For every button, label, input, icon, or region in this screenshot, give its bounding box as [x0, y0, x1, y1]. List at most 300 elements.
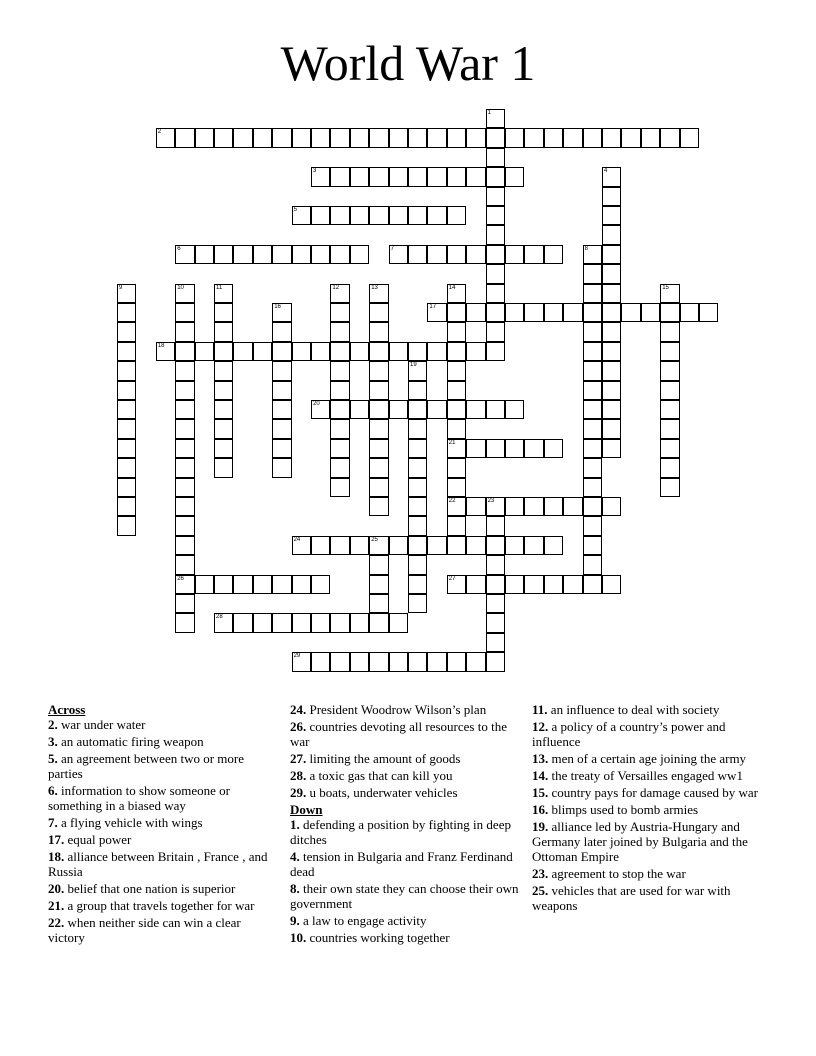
grid-cell[interactable] [311, 167, 330, 186]
grid-cell[interactable] [175, 342, 194, 361]
grid-cell[interactable] [369, 497, 388, 516]
grid-cell[interactable] [466, 303, 485, 322]
grid-cell[interactable] [117, 516, 136, 535]
grid-cell[interactable] [292, 206, 311, 225]
grid-cell[interactable] [505, 400, 524, 419]
grid-cell[interactable] [272, 458, 291, 477]
grid-cell[interactable] [466, 128, 485, 147]
grid-cell[interactable] [583, 536, 602, 555]
grid-cell[interactable] [311, 613, 330, 632]
grid-cell[interactable] [427, 245, 446, 264]
grid-cell[interactable] [583, 555, 602, 574]
grid-cell[interactable] [253, 128, 272, 147]
grid-cell[interactable] [660, 322, 679, 341]
grid-cell[interactable] [292, 652, 311, 671]
grid-cell[interactable] [272, 400, 291, 419]
grid-cell[interactable] [389, 536, 408, 555]
grid-cell[interactable] [330, 303, 349, 322]
grid-cell[interactable] [660, 419, 679, 438]
grid-cell[interactable] [311, 206, 330, 225]
grid-cell[interactable] [195, 342, 214, 361]
grid-cell[interactable] [117, 284, 136, 303]
grid-cell[interactable] [330, 439, 349, 458]
grid-cell[interactable] [214, 245, 233, 264]
grid-cell[interactable] [175, 361, 194, 380]
grid-cell[interactable] [330, 419, 349, 438]
grid-cell[interactable] [524, 439, 543, 458]
grid-cell[interactable] [680, 128, 699, 147]
grid-cell[interactable] [369, 128, 388, 147]
grid-cell[interactable] [389, 652, 408, 671]
grid-cell[interactable] [583, 400, 602, 419]
grid-cell[interactable] [330, 322, 349, 341]
grid-cell[interactable] [563, 497, 582, 516]
grid-cell[interactable] [486, 633, 505, 652]
grid-cell[interactable] [583, 264, 602, 283]
grid-cell[interactable] [447, 284, 466, 303]
grid-cell[interactable] [272, 613, 291, 632]
grid-cell[interactable] [253, 613, 272, 632]
grid-cell[interactable] [408, 594, 427, 613]
grid-cell[interactable] [117, 439, 136, 458]
grid-cell[interactable] [117, 322, 136, 341]
grid-cell[interactable] [175, 245, 194, 264]
grid-cell[interactable] [466, 400, 485, 419]
grid-cell[interactable] [486, 555, 505, 574]
grid-cell[interactable] [408, 167, 427, 186]
grid-cell[interactable] [369, 400, 388, 419]
grid-cell[interactable] [583, 516, 602, 535]
grid-cell[interactable] [583, 303, 602, 322]
grid-cell[interactable] [330, 478, 349, 497]
grid-cell[interactable] [602, 264, 621, 283]
grid-cell[interactable] [427, 303, 446, 322]
grid-cell[interactable] [369, 167, 388, 186]
grid-cell[interactable] [602, 361, 621, 380]
grid-cell[interactable] [350, 342, 369, 361]
grid-cell[interactable] [175, 497, 194, 516]
grid-cell[interactable] [311, 575, 330, 594]
grid-cell[interactable] [330, 536, 349, 555]
grid-cell[interactable] [602, 225, 621, 244]
grid-cell[interactable] [486, 225, 505, 244]
grid-cell[interactable] [330, 245, 349, 264]
grid-cell[interactable] [195, 128, 214, 147]
grid-cell[interactable] [253, 575, 272, 594]
grid-cell[interactable] [408, 361, 427, 380]
grid-cell[interactable] [369, 458, 388, 477]
grid-cell[interactable] [292, 128, 311, 147]
grid-cell[interactable] [544, 303, 563, 322]
grid-cell[interactable] [583, 342, 602, 361]
grid-cell[interactable] [505, 245, 524, 264]
grid-cell[interactable] [311, 342, 330, 361]
grid-cell[interactable] [466, 652, 485, 671]
grid-cell[interactable] [214, 303, 233, 322]
grid-cell[interactable] [330, 400, 349, 419]
grid-cell[interactable] [447, 497, 466, 516]
grid-cell[interactable] [369, 439, 388, 458]
grid-cell[interactable] [369, 381, 388, 400]
grid-cell[interactable] [408, 478, 427, 497]
grid-cell[interactable] [602, 303, 621, 322]
grid-cell[interactable] [447, 245, 466, 264]
grid-cell[interactable] [466, 342, 485, 361]
grid-cell[interactable] [389, 245, 408, 264]
grid-cell[interactable] [466, 167, 485, 186]
grid-cell[interactable] [544, 439, 563, 458]
grid-cell[interactable] [195, 245, 214, 264]
grid-cell[interactable] [447, 381, 466, 400]
grid-cell[interactable] [544, 497, 563, 516]
grid-cell[interactable] [602, 128, 621, 147]
grid-cell[interactable] [660, 381, 679, 400]
grid-cell[interactable] [408, 439, 427, 458]
grid-cell[interactable] [602, 400, 621, 419]
grid-cell[interactable] [214, 575, 233, 594]
grid-cell[interactable] [602, 322, 621, 341]
grid-cell[interactable] [602, 381, 621, 400]
grid-cell[interactable] [175, 613, 194, 632]
grid-cell[interactable] [408, 497, 427, 516]
grid-cell[interactable] [563, 128, 582, 147]
grid-cell[interactable] [272, 245, 291, 264]
grid-cell[interactable] [486, 516, 505, 535]
grid-cell[interactable] [505, 536, 524, 555]
grid-cell[interactable] [641, 128, 660, 147]
grid-cell[interactable] [486, 439, 505, 458]
grid-cell[interactable] [272, 575, 291, 594]
grid-cell[interactable] [486, 109, 505, 128]
grid-cell[interactable] [272, 322, 291, 341]
grid-cell[interactable] [214, 342, 233, 361]
grid-cell[interactable] [486, 264, 505, 283]
grid-cell[interactable] [117, 381, 136, 400]
grid-cell[interactable] [350, 128, 369, 147]
grid-cell[interactable] [486, 128, 505, 147]
grid-cell[interactable] [214, 381, 233, 400]
grid-cell[interactable] [292, 536, 311, 555]
grid-cell[interactable] [447, 128, 466, 147]
grid-cell[interactable] [544, 575, 563, 594]
grid-cell[interactable] [583, 361, 602, 380]
grid-cell[interactable] [117, 303, 136, 322]
grid-cell[interactable] [447, 439, 466, 458]
grid-cell[interactable] [272, 361, 291, 380]
grid-cell[interactable] [524, 575, 543, 594]
grid-cell[interactable] [272, 419, 291, 438]
grid-cell[interactable] [175, 594, 194, 613]
grid-cell[interactable] [544, 245, 563, 264]
grid-cell[interactable] [117, 478, 136, 497]
grid-cell[interactable] [583, 245, 602, 264]
grid-cell[interactable] [350, 167, 369, 186]
grid-cell[interactable] [486, 497, 505, 516]
grid-cell[interactable] [311, 245, 330, 264]
grid-cell[interactable] [350, 400, 369, 419]
grid-cell[interactable] [330, 652, 349, 671]
grid-cell[interactable] [447, 419, 466, 438]
grid-cell[interactable] [330, 284, 349, 303]
grid-cell[interactable] [602, 419, 621, 438]
grid-cell[interactable] [330, 613, 349, 632]
grid-cell[interactable] [486, 342, 505, 361]
grid-cell[interactable] [175, 400, 194, 419]
grid-cell[interactable] [486, 536, 505, 555]
grid-cell[interactable] [408, 458, 427, 477]
grid-cell[interactable] [583, 458, 602, 477]
grid-cell[interactable] [117, 497, 136, 516]
grid-cell[interactable] [311, 652, 330, 671]
grid-cell[interactable] [233, 128, 252, 147]
grid-cell[interactable] [369, 361, 388, 380]
grid-cell[interactable] [330, 128, 349, 147]
grid-cell[interactable] [680, 303, 699, 322]
grid-cell[interactable] [330, 381, 349, 400]
grid-cell[interactable] [408, 400, 427, 419]
grid-cell[interactable] [214, 613, 233, 632]
grid-cell[interactable] [447, 575, 466, 594]
grid-cell[interactable] [369, 419, 388, 438]
grid-cell[interactable] [330, 342, 349, 361]
grid-cell[interactable] [524, 128, 543, 147]
grid-cell[interactable] [350, 613, 369, 632]
grid-cell[interactable] [156, 342, 175, 361]
grid-cell[interactable] [350, 652, 369, 671]
grid-cell[interactable] [408, 575, 427, 594]
grid-cell[interactable] [447, 342, 466, 361]
grid-cell[interactable] [583, 381, 602, 400]
grid-cell[interactable] [369, 322, 388, 341]
grid-cell[interactable] [389, 613, 408, 632]
grid-cell[interactable] [272, 381, 291, 400]
grid-cell[interactable] [117, 400, 136, 419]
grid-cell[interactable] [233, 342, 252, 361]
grid-cell[interactable] [311, 400, 330, 419]
grid-cell[interactable] [602, 284, 621, 303]
grid-cell[interactable] [117, 361, 136, 380]
grid-cell[interactable] [602, 167, 621, 186]
grid-cell[interactable] [175, 303, 194, 322]
grid-cell[interactable] [214, 419, 233, 438]
grid-cell[interactable] [330, 167, 349, 186]
grid-cell[interactable] [369, 284, 388, 303]
grid-cell[interactable] [660, 400, 679, 419]
grid-cell[interactable] [369, 555, 388, 574]
grid-cell[interactable] [408, 652, 427, 671]
grid-cell[interactable] [447, 206, 466, 225]
grid-cell[interactable] [175, 439, 194, 458]
grid-cell[interactable] [214, 361, 233, 380]
grid-cell[interactable] [175, 536, 194, 555]
grid-cell[interactable] [292, 613, 311, 632]
grid-cell[interactable] [175, 128, 194, 147]
grid-cell[interactable] [408, 245, 427, 264]
grid-cell[interactable] [486, 652, 505, 671]
grid-cell[interactable] [660, 284, 679, 303]
grid-cell[interactable] [602, 497, 621, 516]
grid-cell[interactable] [447, 400, 466, 419]
grid-cell[interactable] [583, 128, 602, 147]
grid-cell[interactable] [369, 594, 388, 613]
grid-cell[interactable] [389, 167, 408, 186]
grid-cell[interactable] [175, 381, 194, 400]
grid-cell[interactable] [505, 167, 524, 186]
grid-cell[interactable] [214, 284, 233, 303]
grid-cell[interactable] [583, 322, 602, 341]
grid-cell[interactable] [641, 303, 660, 322]
grid-cell[interactable] [466, 536, 485, 555]
grid-cell[interactable] [427, 536, 446, 555]
grid-cell[interactable] [408, 536, 427, 555]
grid-cell[interactable] [253, 342, 272, 361]
grid-cell[interactable] [602, 187, 621, 206]
grid-cell[interactable] [486, 206, 505, 225]
grid-cell[interactable] [369, 303, 388, 322]
grid-cell[interactable] [486, 187, 505, 206]
grid-cell[interactable] [175, 458, 194, 477]
grid-cell[interactable] [466, 245, 485, 264]
grid-cell[interactable] [175, 575, 194, 594]
grid-cell[interactable] [389, 128, 408, 147]
grid-cell[interactable] [447, 303, 466, 322]
grid-cell[interactable] [544, 128, 563, 147]
grid-cell[interactable] [621, 128, 640, 147]
grid-cell[interactable] [505, 439, 524, 458]
grid-cell[interactable] [408, 516, 427, 535]
grid-cell[interactable] [117, 458, 136, 477]
grid-cell[interactable] [350, 536, 369, 555]
grid-cell[interactable] [505, 575, 524, 594]
grid-cell[interactable] [408, 342, 427, 361]
grid-cell[interactable] [369, 536, 388, 555]
grid-cell[interactable] [583, 478, 602, 497]
grid-cell[interactable] [563, 303, 582, 322]
grid-cell[interactable] [583, 419, 602, 438]
grid-cell[interactable] [311, 536, 330, 555]
grid-cell[interactable] [272, 128, 291, 147]
grid-cell[interactable] [447, 322, 466, 341]
grid-cell[interactable] [486, 303, 505, 322]
grid-cell[interactable] [330, 458, 349, 477]
grid-cell[interactable] [175, 555, 194, 574]
grid-cell[interactable] [660, 478, 679, 497]
grid-cell[interactable] [175, 419, 194, 438]
grid-cell[interactable] [486, 400, 505, 419]
grid-cell[interactable] [156, 128, 175, 147]
grid-cell[interactable] [427, 652, 446, 671]
grid-cell[interactable] [447, 478, 466, 497]
grid-cell[interactable] [486, 284, 505, 303]
grid-cell[interactable] [272, 342, 291, 361]
grid-cell[interactable] [408, 555, 427, 574]
grid-cell[interactable] [583, 439, 602, 458]
grid-cell[interactable] [427, 342, 446, 361]
grid-cell[interactable] [505, 128, 524, 147]
grid-cell[interactable] [214, 128, 233, 147]
grid-cell[interactable] [233, 245, 252, 264]
grid-cell[interactable] [350, 245, 369, 264]
grid-cell[interactable] [447, 361, 466, 380]
grid-cell[interactable] [486, 245, 505, 264]
grid-cell[interactable] [466, 439, 485, 458]
grid-cell[interactable] [369, 342, 388, 361]
grid-cell[interactable] [214, 400, 233, 419]
grid-cell[interactable] [699, 303, 718, 322]
grid-cell[interactable] [602, 206, 621, 225]
grid-cell[interactable] [447, 536, 466, 555]
grid-cell[interactable] [214, 322, 233, 341]
grid-cell[interactable] [427, 206, 446, 225]
grid-cell[interactable] [660, 439, 679, 458]
grid-cell[interactable] [505, 303, 524, 322]
grid-cell[interactable] [466, 497, 485, 516]
grid-cell[interactable] [330, 206, 349, 225]
grid-cell[interactable] [447, 652, 466, 671]
grid-cell[interactable] [660, 303, 679, 322]
grid-cell[interactable] [350, 206, 369, 225]
grid-cell[interactable] [660, 128, 679, 147]
grid-cell[interactable] [292, 575, 311, 594]
grid-cell[interactable] [175, 322, 194, 341]
grid-cell[interactable] [233, 575, 252, 594]
grid-cell[interactable] [214, 458, 233, 477]
grid-cell[interactable] [505, 497, 524, 516]
grid-cell[interactable] [369, 478, 388, 497]
grid-cell[interactable] [447, 458, 466, 477]
grid-cell[interactable] [486, 613, 505, 632]
grid-cell[interactable] [311, 128, 330, 147]
grid-cell[interactable] [389, 342, 408, 361]
grid-cell[interactable] [486, 594, 505, 613]
grid-cell[interactable] [175, 284, 194, 303]
grid-cell[interactable] [330, 361, 349, 380]
grid-cell[interactable] [486, 575, 505, 594]
grid-cell[interactable] [524, 497, 543, 516]
grid-cell[interactable] [253, 245, 272, 264]
grid-cell[interactable] [524, 536, 543, 555]
grid-cell[interactable] [214, 439, 233, 458]
grid-cell[interactable] [272, 303, 291, 322]
grid-cell[interactable] [408, 419, 427, 438]
grid-cell[interactable] [427, 400, 446, 419]
grid-cell[interactable] [369, 613, 388, 632]
grid-cell[interactable] [524, 245, 543, 264]
grid-cell[interactable] [292, 245, 311, 264]
grid-cell[interactable] [408, 206, 427, 225]
grid-cell[interactable] [427, 128, 446, 147]
grid-cell[interactable] [583, 284, 602, 303]
grid-cell[interactable] [660, 458, 679, 477]
grid-cell[interactable] [486, 167, 505, 186]
grid-cell[interactable] [660, 342, 679, 361]
grid-cell[interactable] [369, 206, 388, 225]
grid-cell[interactable] [408, 128, 427, 147]
grid-cell[interactable] [563, 575, 582, 594]
grid-cell[interactable] [524, 303, 543, 322]
grid-cell[interactable] [427, 167, 446, 186]
grid-cell[interactable] [544, 536, 563, 555]
grid-cell[interactable] [272, 439, 291, 458]
grid-cell[interactable] [466, 575, 485, 594]
grid-cell[interactable] [117, 419, 136, 438]
grid-cell[interactable] [583, 497, 602, 516]
grid-cell[interactable] [660, 361, 679, 380]
grid-cell[interactable] [486, 322, 505, 341]
grid-cell[interactable] [602, 439, 621, 458]
grid-cell[interactable] [583, 575, 602, 594]
grid-cell[interactable] [447, 516, 466, 535]
